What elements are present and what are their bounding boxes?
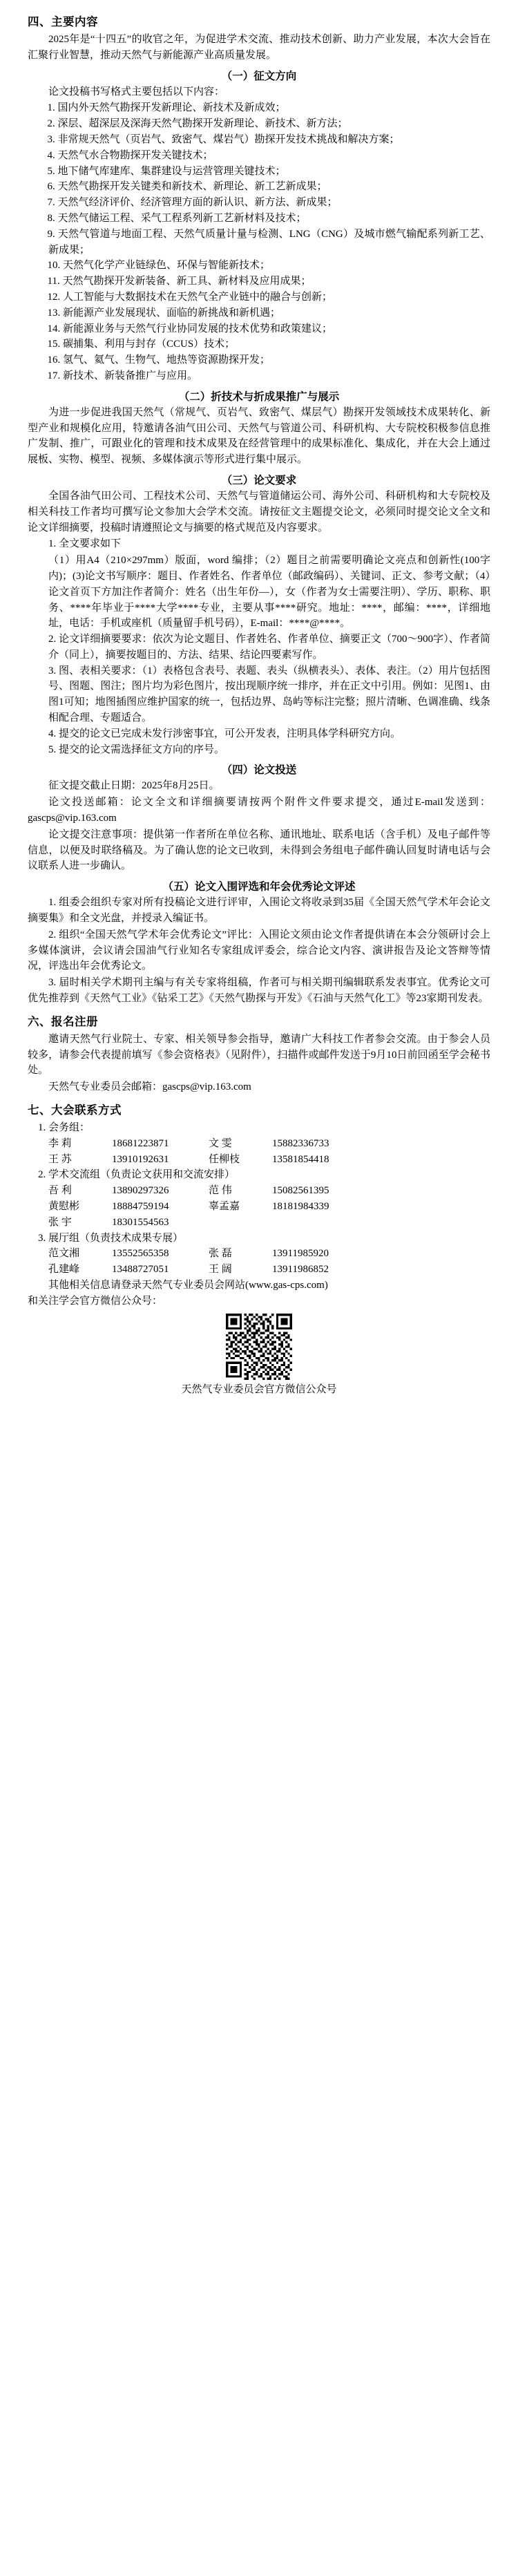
contact-phone: 18181984339 (272, 1201, 329, 1212)
list-item: 3. 非常规天然气（页岩气、致密气、煤岩气）勘探开发技术挑战和解决方案； (47, 133, 400, 145)
list-item: 17. 新技术、新装备推广与应用。 (47, 370, 198, 381)
contact-name: 范文湘 (48, 1248, 80, 1260)
contact-name: 吾 利 (48, 1185, 72, 1197)
list-item: 13. 新能源产业发展现状、面临的新挑战和新机遇； (47, 307, 281, 319)
contact-name: 张 宇 (48, 1216, 72, 1228)
list-item: 5. 地下储气库建库、集群建设与运营管理关键技术； (47, 165, 286, 177)
qr-caption: 天然气专业委员会官方微信公众号 (181, 1383, 337, 1395)
contact-name: 黄慰彬 (48, 1201, 80, 1212)
review-paragraph-3: 3. 届时相关学术期刊主编与有关专家将组稿，作者可与相关期刊编辑联系发表事宜。优秀论文可优先推荐到《天然气工业》《钻采工艺》《天然气勘探与开发》《石油与天然气化工》等23家期刊发表。 (28, 977, 490, 1005)
contact-phone: 13911986852 (272, 1264, 329, 1276)
submission-notes: 论文提交注意事项：提供第一作者所在单位名称、通讯地址、联系电话（含手机）及电子邮件等信息，以便及时联络稿及。为了确认您的论文已收到，未得到会务组电子邮件确认回复时请电话与会议联系人进一步确认。 (28, 828, 490, 872)
registration-email: 天然气专业委员会邮箱：gascps@vip.163.com (48, 1081, 251, 1093)
subsection-1-title: （一）征文方向 (221, 70, 297, 82)
list-item: 9. 天然气管道与地面工程、天然气质量计量与检测、LNG（CNG）及城市燃气输配系列新工艺、新成果； (47, 228, 490, 256)
list-item: 10. 天然气化学产业链绿色、环保与智能新技术； (47, 260, 271, 272)
requirements-paragraph-2: 2. 论文详细摘要要求：依次为论文题目、作者姓名、作者单位、摘要正文（700～900字）、作者简介（同上），摘要按题目的、方法、结果、结论四要素写作。 (48, 634, 490, 661)
qr-svg (226, 1314, 292, 1380)
contact-row (28, 1262, 490, 1278)
requirements-title: 1. 全文要求如下 (48, 538, 122, 550)
contact-name: 张 磊 (209, 1248, 232, 1260)
list-item: 11. 天然气勘探开发新装备、新工具、新材料及应用成果； (47, 276, 311, 287)
contact-row (28, 1136, 490, 1152)
subsection-3-paragraph: 全国各油气田公司、工程技术公司、天然气与管道储运公司、海外公司、科研机构和大专院校及相关科技工作者均可撰写论文参加大会学术交流。请按征文主题提交论文，必须同时提交论文全文和论文详细摘要，投稿时请遵照论文与摘要的格式规范及内容要求。 (28, 490, 490, 533)
contact-group (28, 1120, 490, 1167)
contact-group-label: 1. 会务组： (38, 1122, 90, 1134)
contact-group-label: 2. 学术交流组（负责论文获用和交流安排） (38, 1169, 236, 1181)
section-4-intro: 2025年是“十四五”的收官之年，为促进学术交流、推动技术创新、助力产业发展，本次大会旨在汇聚行业智慧，推动天然气与新能源产业高质量发展。 (28, 34, 490, 61)
subsection-2-paragraph: 为进一步促进我国天然气（常规气、页岩气、致密气、煤层气）勘探开发领域技术成果转化、新型产业和规模化应用，特邀请各油气田公司、天然气与管道公司、科研机构、大专院校积极参信息推广发制、推广，可跟业化的管理和技术成果及在经营管理中的成果标准化、集成化，并在大会上通过展板、实物、模型、视频、多媒体演示等形式进行集中展示。 (28, 406, 490, 466)
list-item: 7. 天然气经济评价、经济管理方面的新认识、新方法、新成果； (47, 197, 338, 209)
requirements-paragraph-4: 4. 提交的论文已完成未发行涉密事宜，可公开发表，注明具体学科研究方向。 (48, 728, 401, 739)
contact-group (28, 1167, 490, 1230)
list-item: 12. 人工智能与大数据技术在天然气全产业链中的融合与创新； (47, 291, 333, 303)
list-item: 16. 氢气、氦气、生物气、地热等资源勘探开发； (47, 354, 271, 366)
list-item: 4. 天然气水合物勘探开发关键技术； (47, 149, 213, 161)
list-item: 15. 碳捕集、利用与封存（CCUS）技术； (47, 339, 236, 350)
contact-name: 王 苏 (48, 1153, 72, 1165)
contact-row (28, 1183, 490, 1199)
wechat-note: 和关注学会官方微信公众号： (28, 1295, 163, 1307)
list-item: 6. 天然气勘探开发关键类和新技术、新理论、新工艺新成果； (47, 181, 327, 193)
contact-phone: 13552565358 (112, 1248, 169, 1260)
submission-deadline: 征文提交截止日期：2025年8月25日。 (48, 780, 220, 792)
contact-phone: 13890297326 (112, 1185, 169, 1197)
contact-phone: 13488727051 (112, 1264, 169, 1276)
review-paragraph-1: 1. 组委会组织专家对所有投稿论文进行评审，入围论文将收录到35届《全国天然气学术年会论文摘要集》和全文光盘，并授录入编证书。 (28, 897, 490, 925)
contact-row (28, 1215, 490, 1231)
subsection-4-title: （四）论文投送 (221, 764, 297, 777)
contact-name: 文 雯 (209, 1137, 232, 1149)
list-item: 2. 深层、超深层及深海天然气勘探开发新理论、新技术、新方法； (47, 118, 348, 130)
list-item: 8. 天然气储运工程、采气工程系列新工艺新材料及技术； (47, 212, 307, 224)
subsection-3-title: （三）论文要求 (221, 474, 297, 486)
requirements-paragraph-1: （1）用A4（210×297mm）版面，word 编排；（2）题目之前需要明确论文亮点和创新性(100字内)；(3)论文书写顺序：题目、作者姓名、作者单位（邮政编码）、关键词、正文、参考文献；（4）论文首页下方加注作者简介：姓名（出生年份—），女（作者为女士需要注明）、学历、职称、职务、****年毕业于****大学****专业，主要从事****研究。地址：****，邮编：****，详细地址，电话：手机或座机（质量留手机号码），E-mail：****@****。 (48, 555, 490, 629)
section-7-title: 七、大会联系方式 (28, 1104, 122, 1117)
section-4-title: 四、主要内容 (28, 15, 98, 28)
contact-phone: 18301554563 (112, 1216, 169, 1228)
requirements-paragraph-5: 5. 提交的论文需选择征文方向的序号。 (48, 744, 225, 755)
contact-name: 范 伟 (209, 1185, 232, 1197)
contact-phone: 18884759194 (112, 1201, 169, 1212)
requirements-paragraph-3: 3. 图、表相关要求：（1）表格包含表号、表题、表头（纵横表头）、表体、表注。（2）用片包括图号、图题、图注；图片均为彩色图片，按出现顺序统一排序，并在正文中引用。例如：见图1、由图1可知；地图插图应维护国家的统一，包括边界、岛屿等标注完整；照片清晰、色调准确、线条相配合理、专题适合。 (48, 665, 490, 724)
contact-row (28, 1246, 490, 1262)
submission-email: 论文投送邮箱：论文全文和详细摘要请按两个附件文件要求提交，通过E-mail发送到：gascps@vip.163.com (28, 797, 490, 824)
contact-phone: 18681223871 (112, 1137, 169, 1149)
contact-name: 孔建峰 (48, 1264, 80, 1276)
contact-group-label: 3. 展厅组（负责技术成果专展） (38, 1232, 184, 1244)
contact-phone: 15882336733 (272, 1137, 329, 1149)
subsection-1-intro: 论文投稿书写格式主要包括以下内容： (48, 86, 225, 97)
contact-name: 王 阔 (209, 1264, 232, 1276)
contact-name: 任柳枝 (209, 1153, 240, 1165)
wechat-qr-code-icon (226, 1314, 292, 1380)
contact-name: 辜孟嘉 (209, 1201, 240, 1212)
list-item: 14. 新能源业务与天然气行业协同发展的技术优势和政策建议； (47, 323, 333, 334)
subsection-2-title: （二）折技术与折成果推广与展示 (178, 390, 340, 403)
contact-phone: 13910192631 (112, 1153, 169, 1165)
contact-phone: 15082561395 (272, 1185, 329, 1197)
contact-row (28, 1152, 490, 1168)
list-item: 1. 国内外天然气勘探开发新理论、新技术及新成效； (47, 102, 286, 114)
subsection-5-title: （五）论文入围评选和年会优秀论文评述 (162, 881, 356, 893)
contact-row (28, 1199, 490, 1215)
contact-group (28, 1231, 490, 1278)
contact-name: 李 莉 (48, 1137, 72, 1149)
review-paragraph-2: 2. 组织“全国天然气学术年会优秀论文”评比：入围论文须由论文作者提供请在本会分领研讨会上多媒体演讲，会议请会国油气行业知名专家组成评委会，综合论文内容、演讲报告及论文答辩等情况，评选出年会优秀论文。 (28, 929, 490, 972)
contact-phone: 13581854418 (272, 1153, 329, 1165)
contact-phone: 13911985920 (272, 1248, 329, 1260)
qr-code-wrapper (28, 1314, 490, 1380)
website-note: 其他相关信息请登录天然气专业委员会网站(www.gas-cps.com) (48, 1279, 328, 1291)
section-6-title: 六、报名注册 (28, 1014, 98, 1028)
registration-paragraph: 邀请天然气行业院士、专家、相关领导参会指导，邀请广大科技工作者参会交流。由于参会人员较多，请参会代表提前填写《参会资格表》（见附件），扫描件或邮件发送于9月10日前回函至学会秘书处。 (28, 1033, 490, 1077)
